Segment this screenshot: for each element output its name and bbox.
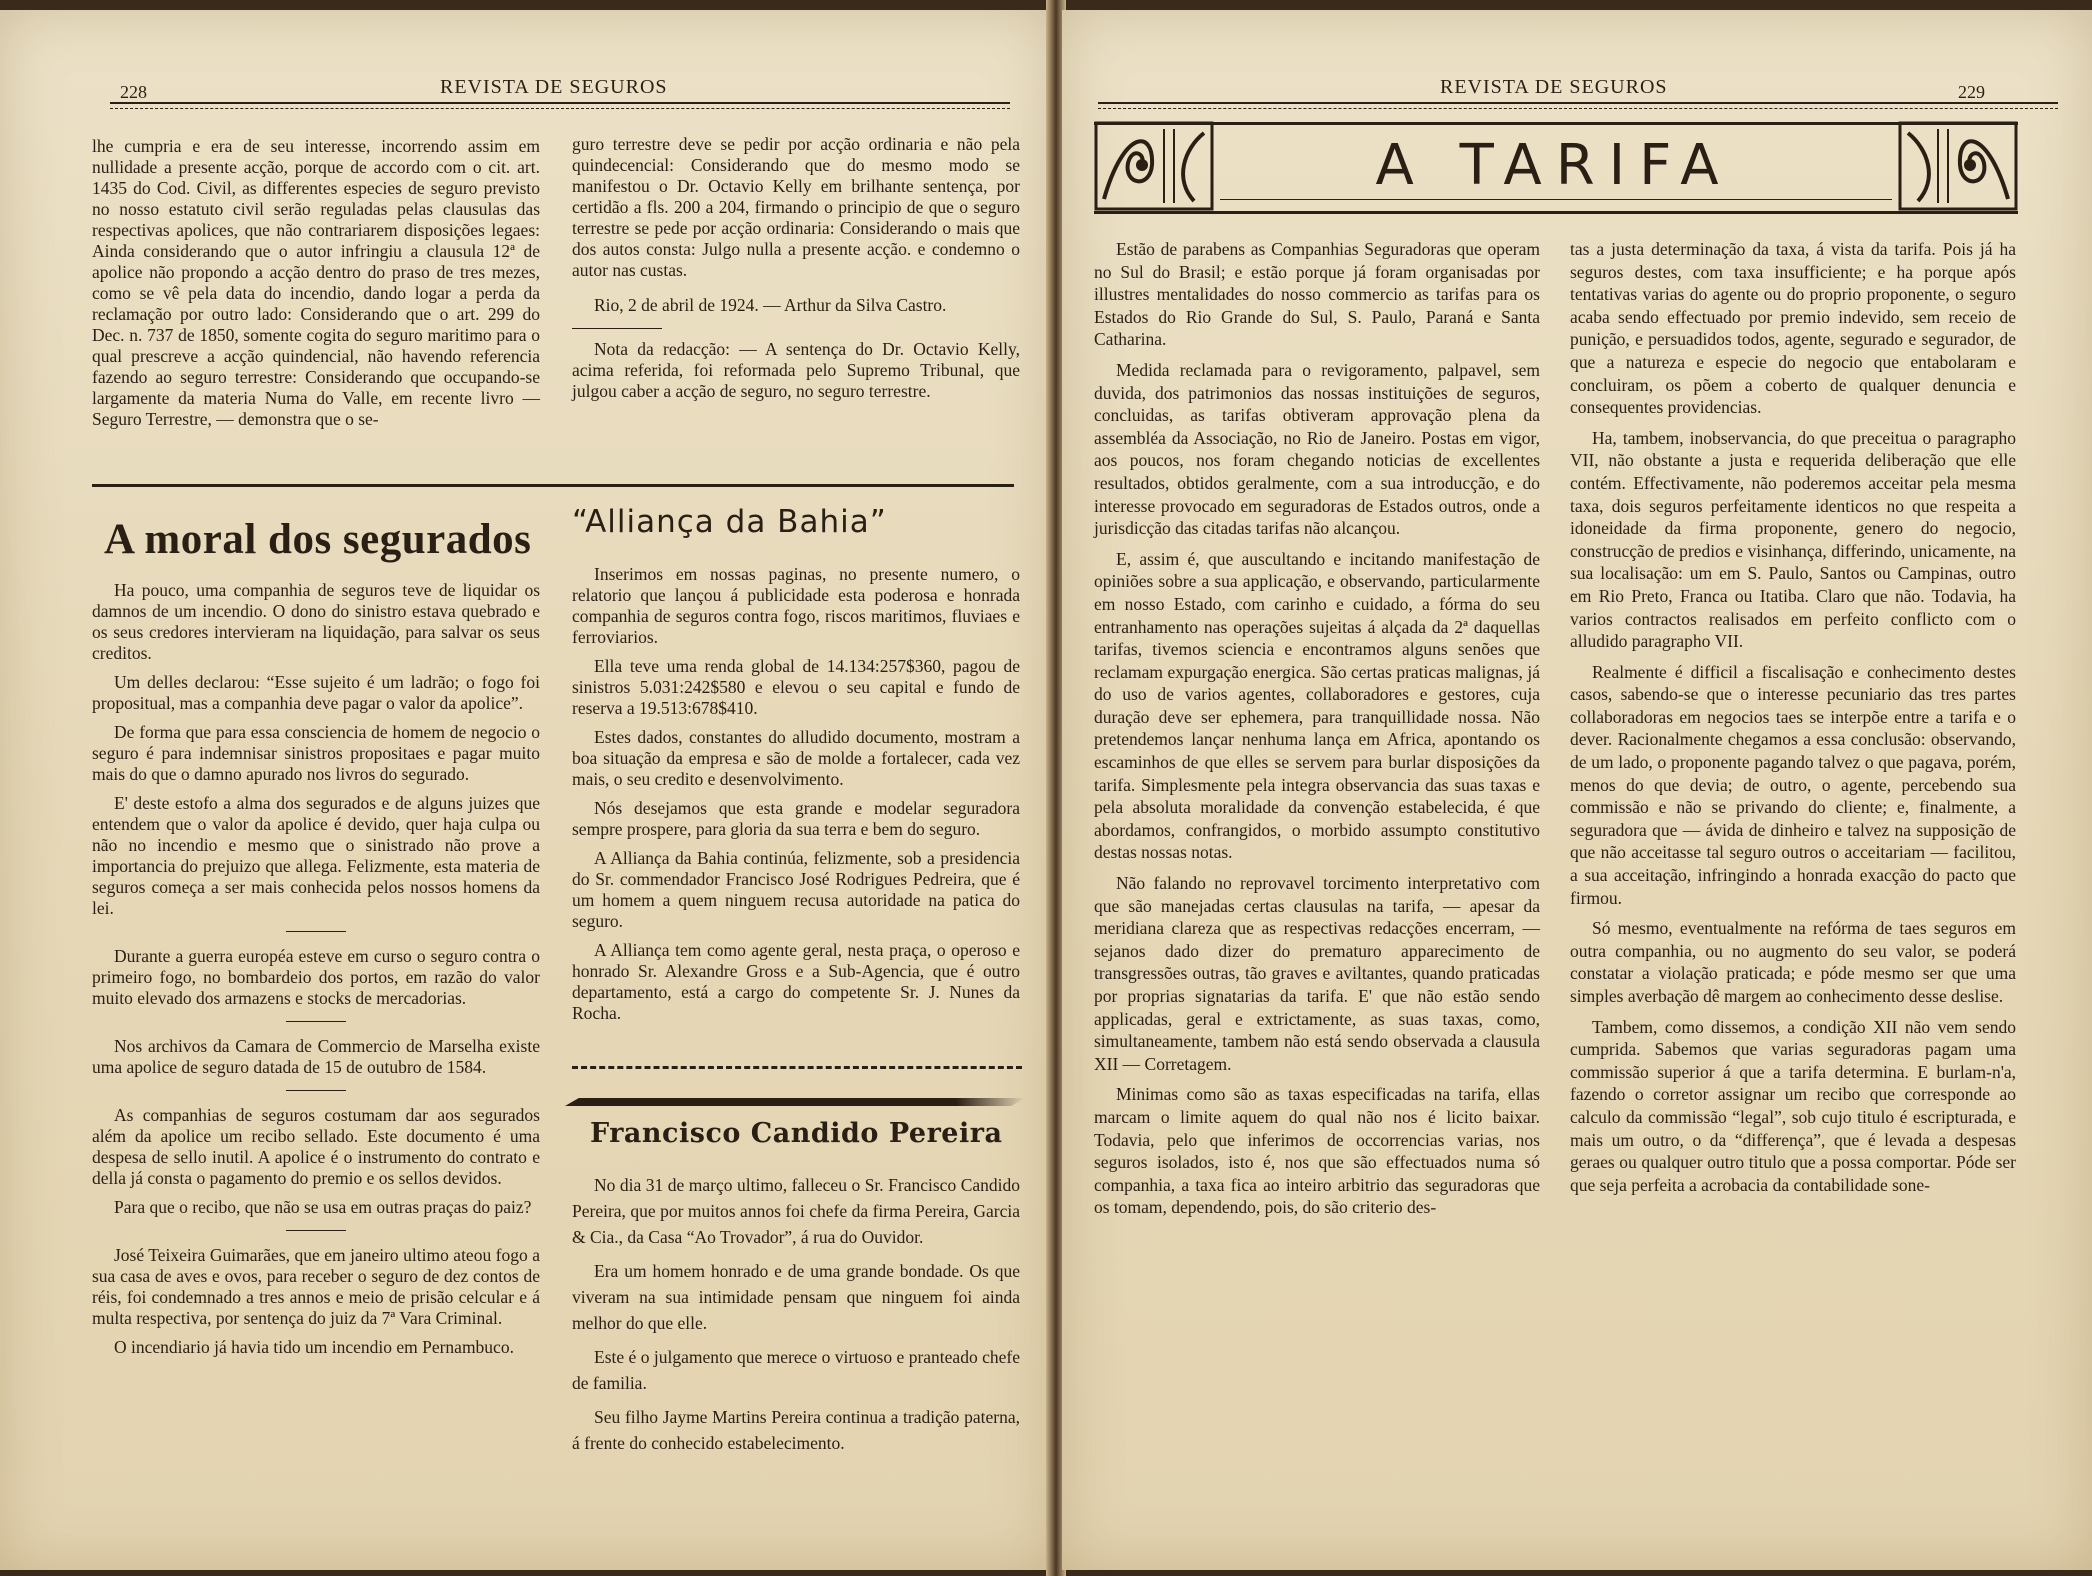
title-underline	[1220, 199, 1892, 200]
page-number: 228	[120, 82, 147, 102]
section-rule	[92, 484, 1014, 487]
art-nouveau-ornament-icon	[1898, 119, 2018, 213]
paragraph: O incendiario já havia tido um incendio em Pernambuco.	[114, 1337, 514, 1357]
paragraph: Estão de parabens as Companhias Seguradoras que operam no Sul do Brasil; e estão porque já foram organisadas por illustres mentalidades do nosso commercio as tarifas para os Estados do Rio Grande do Sul, S. Paulo, Paraná e Santa Catharina.	[1094, 239, 1540, 350]
article-title: A moral dos segurados	[104, 516, 532, 563]
paragraph: tas a justa determinação da taxa, á vista da tarifa. Pois já ha seguros destes, com taxa insufficiente; e ha porque após tentativas varias do agente ou do proprio proponente, o seguro acaba sendo effectuado por premio indevido, sem receio de punição, e persuadidos todos, agente, segurado e segurador, de que a natureza e especie do negocio que entabolaram e concluiram, os põem a coberto de qualquer denuncia e consequentes providencias.	[1570, 239, 2016, 418]
obituary-francisco	[572, 1172, 1020, 1464]
paragraph: Durante a guerra européa esteve em curso o seguro contra o primeiro fogo, no bombardeio dos portos, em razão do valor muito elevado dos armazens e stocks de mercadorias.	[92, 946, 540, 1008]
paragraph: Ha pouco, uma companhia de seguros teve de liquidar os damnos de um incendio. O dono do sinistro estava quebrado e os seus credores intervieram na liquidação, para salvar os seus creditos.	[92, 580, 540, 663]
paragraph: Só mesmo, eventualmente na refórma de taes seguros em outra companhia, ou no augmento do seu valor, se poderá constatar a violação praticada; e póde mesmo ser que uma simples averbação dê margem ao conhecimento desse deslise.	[1570, 918, 2016, 1006]
article-continuation-col1	[92, 136, 540, 438]
paragraph: As companhias de seguros costumam dar aos segurados além da apolice um recibo sellado. Este documento é uma despesa de sello inutil. A apolice é o instrumento do contrato e della já consta o pagamento do premio e os sellos devidos.	[92, 1105, 540, 1188]
editor-note: Nota da redacção: — A sentença do Dr. Octavio Kelly, acima referida, foi reformada pelo Supremo Tribunal, que julgou caber a acção de seguro, no seguro terrestre.	[572, 339, 1020, 401]
paragraph: lhe cumpria e era de seu interesse, incorrendo assim em nullidade a presente acção, porque de accordo com o cit. art. 1435 do Cod. Civil, as differentes especies de seguro previsto no nosso estatuto civil serão reguladas pelas clausulas das respectivas apolices, que não contrariarem disposições legaes: Ainda considerando que o autor infringiu a clausula 12ª de apolice não propondo a acção dentro do praso de tres mezes, como se vê pela data do incendio, dando logar a perda da reclamação por outro lado: Considerando que o art. 299 do Dec. n. 737 de 1850, somente cogita do seguro maritimo para o qual prescreve a acção quindencial, não havendo referencia fazendo ao seguro terrestre: Considerando que occupando-se largamente da materia Numa do Valle, em recente livro — Seguro Terrestre, — demonstra que o se-	[92, 136, 540, 429]
left-page	[0, 10, 1052, 1570]
page-number: 229	[1958, 82, 1985, 102]
header-rule	[110, 102, 1010, 109]
divider	[286, 1230, 346, 1231]
paragraph: Um delles declarou: “Esse sujeito é um ladrão; o fogo foi propositual, mas a companhia deve pagar o valor da apolice”.	[92, 672, 540, 713]
paragraph: De forma que para essa consciencia de homem de negocio o seguro é para indemnisar sinistros propositaes e pagar muito mais do que o damno apurado nos livros do segurado.	[92, 722, 540, 784]
obituary-title: Francisco Candido Pereira	[590, 1118, 1003, 1149]
paragraph: Inserimos em nossas paginas, no presente numero, o relatorio que lançou á publicidade esta poderosa e honrada companhia de seguros contra fogo, riscos maritimos, fluviaes e ferroviarios.	[572, 564, 1020, 647]
tarifa-title-box	[1094, 122, 2018, 214]
paragraph: E' deste estofo a alma dos segurados e de alguns juizes que entendem que o valor da apolice é devido, quer haja culpa ou não no incendio e mesmo que o sinistrado não prove a importancia do prejuizo que allega. Felizmente, esta materia de seguros começa a ser mais conhecida pelos nossos homens da lei.	[92, 793, 540, 918]
signature: Rio, 2 de abril de 1924. — Arthur da Silva Castro.	[594, 295, 947, 315]
paragraph: Este é o julgamento que merece o virtuoso e pranteado chefe de familia.	[572, 1347, 1020, 1393]
paragraph: Estes dados, constantes do alludido documento, mostram a boa situação da empresa e são de molde a fortalecer, cada vez mais, o seu credito e desenvolvimento.	[572, 727, 1020, 789]
divider	[286, 1090, 346, 1091]
paragraph: Não falando no reprovavel torcimento interpretativo com que são manejadas certas clausulas na tarifa, — apesar da meridiana clareza que as respectivas redacções encerram, — sejanos dado dizer do prematuro apparecimento de transgressões outras, tão graves e aviltantes, quando praticadas por proprias signatarias da tarifa. E' que não estão sendo applicadas, geral e extrictamente, as suas taxas, como, simultaneamente, tambem não está sendo observada a clausula XII — Corretagem.	[1094, 873, 1540, 1074]
divider	[286, 1021, 346, 1022]
paragraph: Nós desejamos que esta grande e modelar seguradora sempre prospere, para gloria da sua terra e bem do seguro.	[572, 798, 1020, 839]
tarifa-col2	[1570, 238, 2016, 1204]
header-rule	[1098, 102, 2058, 109]
paragraph: Realmente é difficil a fiscalisação e conhecimento destes casos, sabendo-se que o interesse pecuniario das tres partes collaboradoras em negocios taes se interpõe entre a tarifa e o dever. Racionalmente chegamos a essa conclusão: observando, de um lado, o proponente pagando talvez o que pagava, porém, menos do que devia; de outro, o agente, percebendo sua commissão e não se privando do cliente; e, finalmente, a seguradora que — ávida de dinheiro e talvez na supposição de que não acceitasse tal seguro outros o acceitariam — facilitou, a sua acceitação, infringindo a honrada exacção do pacto que firmou.	[1570, 661, 2016, 908]
divider	[286, 931, 346, 932]
black-bar-ornament	[565, 1098, 1025, 1106]
paragraph: Minimas como são as taxas especificadas na tarifa, ellas marcam o limite aquem do qual não nos é licito baixar. Todavia, pelo que inferimos de occorrencias varias, nos seguros isolados, isto é, nos que são effectuados numa só companhia, a taxa fica ao inteiro arbitrio das seguradoras que os tomam, dependendo, pois, do são criterio des-	[1094, 1084, 1540, 1218]
divider	[572, 328, 662, 329]
tarifa-col1	[1094, 238, 1540, 1227]
paragraph: Ha, tambem, inobservancia, do que preceitua o paragrapho VII, não obstante a justa e requerida deliberação que elle contém. Effectivamente, não poderemos acceitar pela mesma taxa, dois seguros perfeitamente identicos no que respeita a idoneidade da firma proponente, genero do negocio, construcção de predios e visinhança, differindo, unicamente, na sua localisação: um em S. Paulo, Santos ou Campinas, outro em Rio Preto, Franca ou Itatiba. Claro que não. Todavia, ha varios contractos realisados em perfeito conflicto com o alludido paragrapho VII.	[1570, 427, 2016, 652]
paragraph: Medida reclamada para o revigoramento, palpavel, sem duvida, dos patrimonios das nossas instituições de seguros, concluidas, as tarifas obtiveram approvação plena da assembléa da Associação, no Rio de Janeiro. Postas em vigor, aos poucos, nos foram chegando noticias de excellentes resultados, obtidos geralmente, com a sua introducção, e do interesse provocado em seguradoras de Estados outros, onde a jurisdicção das citadas tarifas não alcançou.	[1094, 359, 1540, 539]
paragraph: Seu filho Jayme Martins Pereira continua a tradição paterna, á frente do conhecido estabelecimento.	[572, 1407, 1020, 1453]
paragraph: guro terrestre deve se pedir por acção ordinaria e não pela quindecencial: Considerando que do mesmo modo se manifestou o Dr. Octavio Kelly em brilhante sentença, por certidão a fls. 200 a 204, firmando o principio de que o seguro terrestre se pede por acção ordinaria: Considerando o mais que dos autos consta: Julgo nulla a presente acção. e condemno o autor nas custas.	[572, 134, 1020, 280]
paragraph: Ella teve uma renda global de 14.134:257$360, pagou de sinistros 5.031:242$580 e elevou o seu capital e fundo de reserva a 19.513:678$410.	[572, 656, 1020, 718]
paragraph: Nos archivos da Camara de Commercio de Marselha existe uma apolice de seguro datada de 15 de outubro de 1584.	[92, 1036, 540, 1077]
paragraph: No dia 31 de março ultimo, falleceu o Sr. Francisco Candido Pereira, que por muitos annos foi chefe da firma Pereira, Garcia & Cia., da Casa “Ao Trovador”, á rua do Ouvidor.	[572, 1175, 1020, 1247]
paragraph: E, assim é, que auscultando e incitando manifestação de opiniões sobre a sua applicação, e observando, particularmente em nosso Estado, com carinho e cuidado, a fórma do seu entranhamento nas operações sujeitas á alçada da 2ª daquellas tarifas, tivemos sciencia e encontramos alguns senões que reclamam expurgação energica. São certas praticas malignas, já do uso de varios agentes, collaboradores e gestores, cuja duração deve ser ephemera, para tranquillidade nossa. Não pretendemos lançar nenhuma lança em Africa, apontando os escaminhos de que elles se servem para burlar disposições da tarifa. Simplesmente pela integra observancia das suas taxas e pela absoluta moralidade da convenção estabelecida, é que abordamos, confrangidos, o morbido assumpto constitutivo destas nossas notas.	[1094, 548, 1540, 863]
art-nouveau-ornament-icon	[1094, 119, 1214, 213]
article-title: “Alliança da Bahia”	[572, 504, 887, 540]
page-title: A TARIFA	[1375, 133, 1733, 198]
article-allianca-bahia	[572, 564, 1020, 1032]
dashed-divider	[572, 1066, 1022, 1075]
article-continuation-col2	[572, 134, 1020, 410]
running-head: REVISTA DE SEGUROS	[440, 76, 668, 98]
running-head: REVISTA DE SEGUROS	[1440, 76, 1668, 98]
paragraph: Era um homem honrado e de uma grande bondade. Os que viveram na sua intimidade pensam que ninguem foi ainda melhor do que elle.	[572, 1261, 1020, 1333]
paragraph: A Alliança da Bahia continúa, felizmente, sob a presidencia do Sr. commendador Francisco José Rodrigues Pedreira, que é um homem a quem ninguem recusa autoridade na patica do seguro.	[572, 848, 1020, 931]
paragraph: A Alliança tem como agente geral, nesta praça, o operoso e honrado Sr. Alexandre Gross e a Sub-Agencia, que é outro departamento, está a cargo do competente Sr. J. Nunes da Rocha.	[572, 940, 1020, 1023]
paragraph: Tambem, como dissemos, a condição XII não vem sendo cumprida. Sabemos que varias seguradoras pagam uma commissão superior á que a tarifa determina. E burlam-n'a, fazendo o corretor assignar um recibo que corresponde ao calculo da commissão “legal”, sob cujo titulo é escripturada, e mais um outro, o da “differença”, que é levada a despesas geraes ou qualquer outro titulo que a possa comportar. Póde ser que seja perfeita a acrobacia da contabilidade sone-	[1570, 1016, 2016, 1195]
paragraph: José Teixeira Guimarães, que em janeiro ultimo ateou fogo a sua casa de aves e ovos, para receber o seguro de dez contos de réis, foi condemnado a tres annos e meio de prisão celcular e á multa respectiva, por sentença do juiz da 7ª Vara Criminal.	[92, 1245, 540, 1328]
paragraph: Para que o recibo, que não se usa em outras praças do paiz?	[114, 1197, 532, 1217]
article-moral-segurados	[92, 580, 540, 1366]
